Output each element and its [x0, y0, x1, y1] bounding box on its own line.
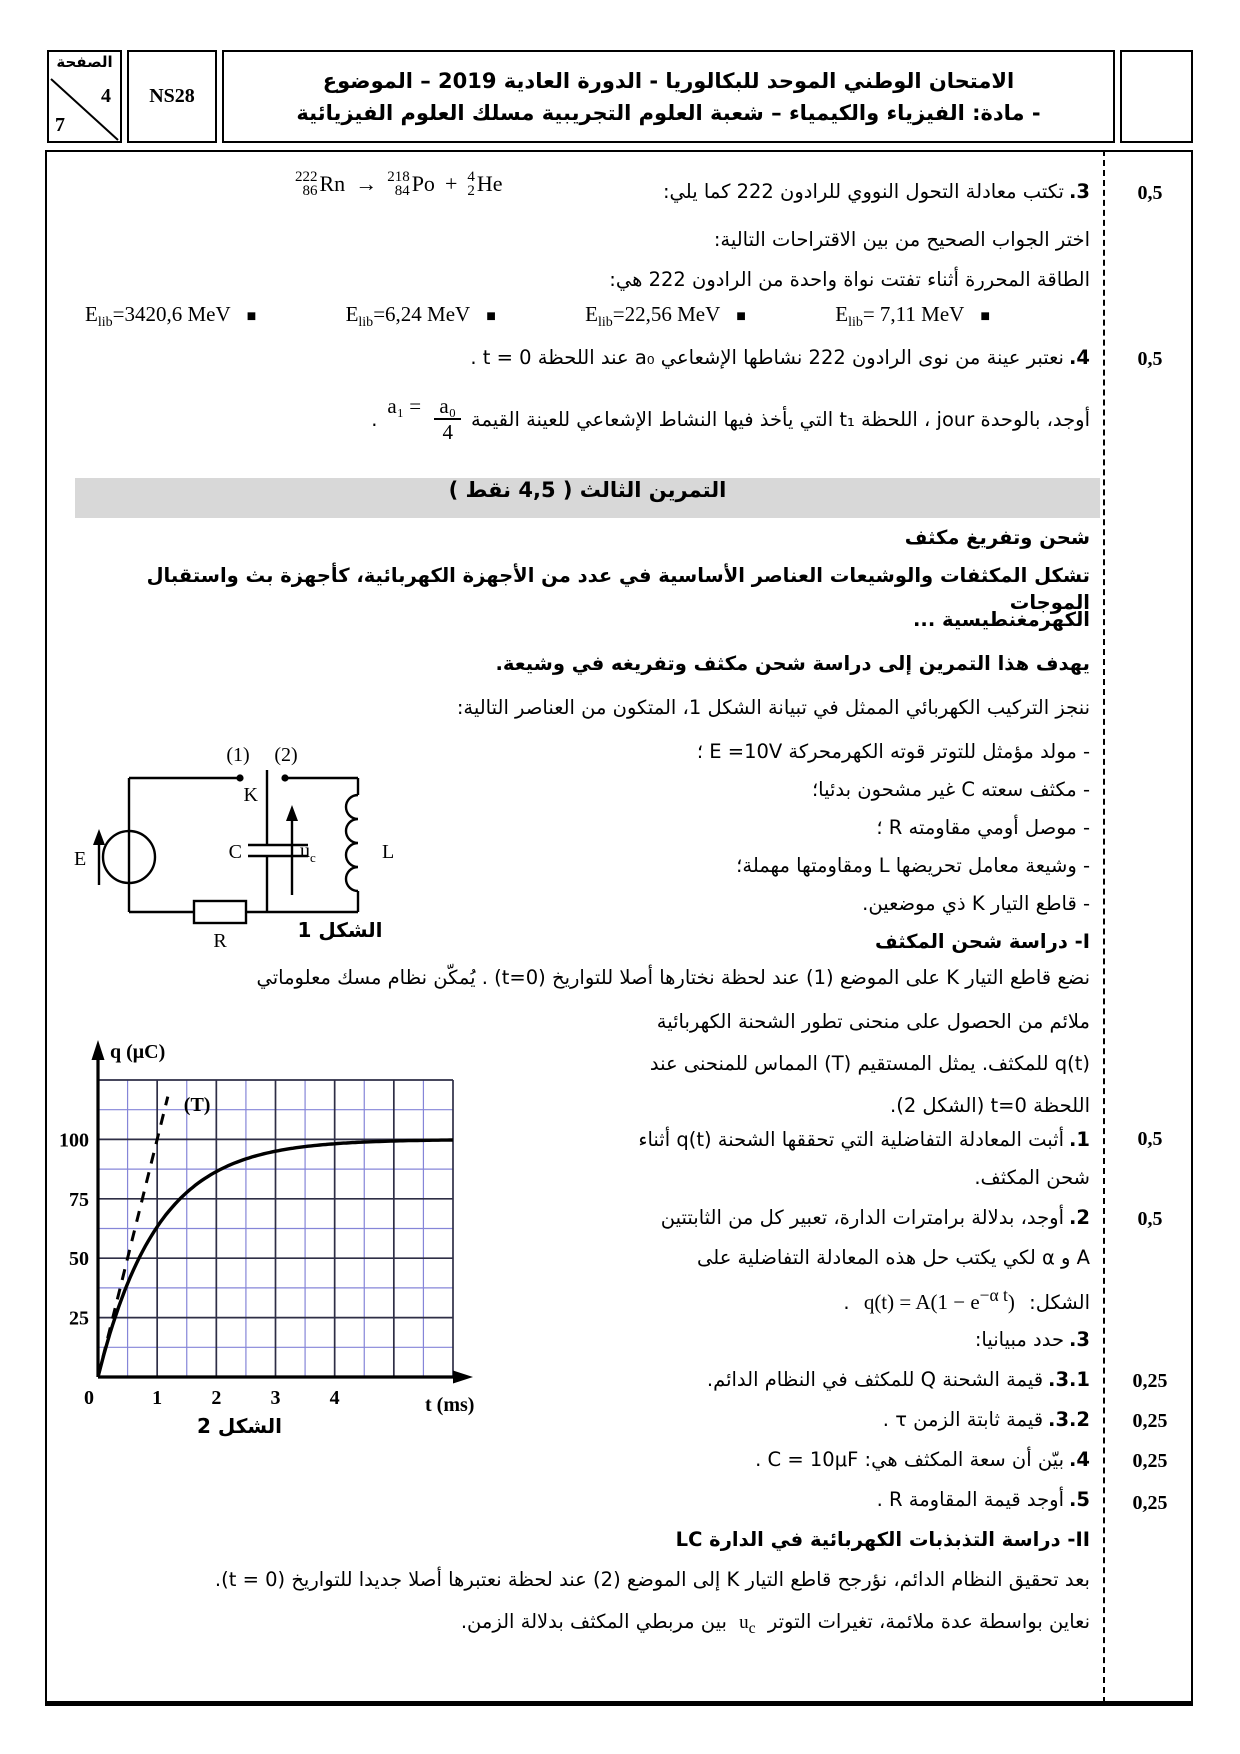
charge-time-chart — [55, 1030, 525, 1430]
bullet-resistor: - موصل أومي مقاومته R ؛ — [876, 816, 1090, 839]
svg-text:4: 4 — [329, 1387, 340, 1409]
marks-divider — [1103, 150, 1105, 1703]
svg-text:75: 75 — [69, 1188, 89, 1211]
figure-2-caption: الشكل 2 — [196, 1414, 283, 1438]
paragraph-3: q(t) للمكثف. يمثل المستقيم (T) المماس للمنحنى عند — [649, 1052, 1090, 1075]
question-4-text: نعتبر عينة من نوى الرادون 222 نشاطها الإشعاعي a₀ عند اللحظة t = 0 . — [470, 346, 1064, 369]
find-text: أوجد، بالوحدة jour ، اللحظة t₁ التي يأخذ فيها النشاط الإشعاعي للعينة القيمة — [471, 407, 1090, 431]
uc-label — [300, 840, 316, 865]
part-2-heading: II- دراسة التذبذبات الكهربائية في الدارة LC — [675, 1528, 1090, 1551]
option-1-checkbox: ■ — [246, 307, 257, 325]
exam-code-box — [127, 50, 217, 143]
contact-1-dot — [236, 774, 243, 781]
option-3-subscript: lib — [597, 315, 613, 331]
ex3-q1-text: أثبت المعادلة التفاضلية التي تحققها الشحنة q(t) أثناء — [638, 1128, 1064, 1151]
radon-symbol: Rn — [319, 171, 346, 196]
ex3-q2-text: أوجد، بدلالة برامترات الدارة، تعبير كل من الثابتتين — [660, 1206, 1064, 1229]
option-1-value: =3420,6 MeV — [112, 302, 231, 326]
inductor-label: L — [382, 841, 395, 863]
ex3-q3-text: حدد مبيانيا: — [974, 1328, 1064, 1351]
option-1-subscript: lib — [97, 315, 113, 331]
uc-base: u — [739, 1612, 749, 1633]
formula-period: . — [843, 1291, 850, 1314]
uc-arrow-icon — [286, 805, 298, 821]
polonium-mass-number: 218 — [387, 169, 410, 185]
page-label: الصفحة — [56, 53, 113, 71]
energy-question-line: الطاقة المحررة أثناء تفتت نواة واحدة من الرادون 222 هي: — [609, 268, 1090, 291]
emf-arrow-icon — [93, 829, 105, 845]
ex3-q3-number: 3. — [1069, 1328, 1090, 1351]
mark-ex3-q4: 0,25 — [1132, 1450, 1168, 1472]
helium-mass-number: 4 — [467, 169, 475, 185]
inductor-coil-icon — [346, 795, 358, 891]
paragraph-1: نضع قاطع التيار K على الموضع (1) عند لحظة نختارها أصلا للتواريخ (t=0) . يُمكّن نظام مسك معلوماتي — [256, 966, 1090, 989]
reaction-arrow: → — [355, 171, 378, 196]
resistor-label: R — [213, 930, 227, 952]
resistor-icon — [194, 901, 246, 923]
option-4-subscript: lib — [848, 315, 863, 331]
paragraph-2: ملائم من الحصول على منحنى تطور الشحنة الكهربائية — [656, 1010, 1090, 1033]
formula-label: الشكل: — [1029, 1291, 1090, 1314]
svg-text:q (μC): q (μC) — [110, 1041, 166, 1063]
mark-q3: 0,5 — [1137, 182, 1163, 204]
charge-formula — [864, 1282, 1015, 1316]
mark-ex3-q2: 0,5 — [1137, 1208, 1163, 1230]
uc-voltage-symbol — [739, 1609, 756, 1642]
ex3-q5-number: 5. — [1069, 1488, 1090, 1511]
paragraph-6-post: بين مربطي المكثف بدلالة الزمن. — [460, 1610, 727, 1633]
title-box — [222, 50, 1115, 143]
circuit-diagram — [60, 745, 460, 960]
ex3-q31-number: 3.1. — [1048, 1368, 1090, 1391]
emf-label: E — [74, 848, 87, 870]
formula-exponent: −α t — [979, 1285, 1008, 1305]
nuclide-radon — [295, 170, 345, 198]
option-1-symbol: E — [85, 302, 98, 326]
uc-subscript: c — [748, 1619, 756, 1637]
mark-ex3-q32: 0,25 — [1132, 1410, 1168, 1432]
page-number-box — [47, 50, 122, 143]
setup-line: ننجز التركيب الكهربائي الممثل في تبيانة الشكل 1، المتكون من العناصر التالية: — [456, 696, 1090, 719]
fraction-lhs: a₁ = — [387, 394, 422, 418]
svg-text:t (ms): t (ms) — [425, 1394, 475, 1416]
option-3-symbol: E — [585, 302, 598, 326]
formula-base: q(t) = A(1 − e — [863, 1290, 980, 1314]
exam-title-line2: - مادة: الفيزياء والكيمياء – شعبة العلوم التجريبية مسلك العلوم الفيزيائية — [296, 100, 1041, 125]
figure-1-caption: الشكل 1 — [297, 918, 383, 942]
header-empty-box — [1120, 50, 1193, 143]
choose-answer-line: اختر الجواب الصحيح من بين الاقتراحات التالية: — [713, 228, 1090, 251]
option-2-subscript: lib — [358, 315, 374, 331]
ex3-question-1-cont: شحن المكثف. — [974, 1166, 1090, 1189]
contact-2-dot — [281, 774, 288, 781]
exam-code: NS28 — [149, 85, 195, 107]
bullet-coil: - وشيعة معامل تحريضها L ومقاومتها مهملة؛ — [736, 854, 1090, 877]
ex3-q5-text: أوجد قيمة المقاومة R . — [876, 1488, 1064, 1511]
ex3-question-4 — [525, 1446, 1090, 1473]
option-2 — [346, 302, 496, 331]
option-2-symbol: E — [345, 302, 359, 326]
svg-text:2: 2 — [211, 1387, 222, 1409]
question-3-text: تكتب معادلة التحول النووي للرادون 222 كما يلي: — [662, 180, 1064, 203]
answer-options-row — [85, 302, 990, 331]
option-2-checkbox: ■ — [486, 307, 496, 325]
mark-ex3-q5: 0,25 — [1132, 1492, 1168, 1514]
part-1-heading: I- دراسة شحن المكثف — [874, 930, 1090, 953]
ex3-q32-number: 3.2. — [1048, 1408, 1090, 1431]
contact-1-label: (1) — [226, 745, 250, 766]
exercise-3-banner: التمرين الثالث ( 4,5 نقط ) — [75, 478, 1100, 518]
activity-fraction — [387, 394, 461, 444]
question-4-find-line — [60, 388, 1090, 450]
mark-q4: 0,5 — [1137, 348, 1163, 370]
nuclide-helium — [467, 170, 502, 198]
helium-atomic-number: 2 — [467, 183, 475, 199]
intro-line-1: تشكل المكثفات والوشيعات العناصر الأساسية في عدد من الأجهزة الكهربائية، كأجهزة بث واستقبال الموجات — [146, 564, 1090, 614]
ex3-question-3-heading — [525, 1326, 1090, 1353]
exercise-3-subtitle: شحن وتفريغ مكثف — [904, 526, 1090, 549]
mark-ex3-q31: 0,25 — [1132, 1370, 1168, 1392]
page-current: 4 — [101, 85, 111, 107]
nuclide-polonium — [387, 170, 435, 198]
paragraph-4: اللحظة t=0 (الشكل 2). — [890, 1094, 1090, 1117]
radon-mass-number: 222 — [295, 169, 318, 185]
switch-label: K — [243, 784, 258, 806]
ex3-q31-text: قيمة الشحنة Q للمكثف في النظام الدائم. — [706, 1368, 1044, 1391]
page-total: 7 — [55, 114, 65, 136]
ex3-q32-text: قيمة ثابتة الزمن τ . — [882, 1408, 1044, 1431]
radon-atomic-number: 86 — [302, 183, 318, 199]
option-4-value: = 7,11 MeV — [862, 302, 965, 326]
svg-text:50: 50 — [69, 1248, 89, 1271]
ex3-question-5 — [525, 1486, 1090, 1513]
question-4-number: 4. — [1069, 346, 1090, 369]
svg-text:25: 25 — [69, 1307, 89, 1330]
ex3-question-2-formula-line — [525, 1282, 1090, 1316]
plus-sign: + — [444, 171, 458, 196]
svg-text:0: 0 — [84, 1387, 94, 1409]
option-3 — [585, 302, 746, 331]
mark-ex3-q1: 0,5 — [1137, 1128, 1163, 1150]
goal-line: يهدف هذا التمرين إلى دراسة شحن مكثف وتفريغه في وشيعة. — [495, 652, 1090, 675]
ex3-q2-number: 2. — [1069, 1206, 1090, 1229]
helium-symbol: He — [476, 171, 503, 196]
ex3-q4-text: بيّن أن سعة المكثف هي: C = 10μF . — [755, 1448, 1064, 1471]
svg-text:3: 3 — [270, 1387, 281, 1409]
option-3-checkbox: ■ — [736, 307, 746, 325]
paragraph-6-pre: نعاين بواسطة عدة ملائمة، تغيرات التوتر — [767, 1610, 1090, 1633]
option-1 — [85, 302, 256, 331]
paragraph-6 — [60, 1608, 1090, 1642]
question-4-line — [60, 344, 1090, 371]
exam-title-line1: الامتحان الوطني الموحد للبكالوريا - الدورة العادية 2019 – الموضوع — [322, 68, 1015, 93]
paragraph-5: بعد تحقيق النظام الدائم، نؤرجح قاطع التيار K إلى الموضع (2) عند لحظة نعتبرها أصلا جديدا للتواريخ (t = 0). — [214, 1568, 1090, 1591]
svg-text:(T): (T) — [183, 1093, 211, 1116]
contact-2-label: (2) — [274, 745, 298, 766]
option-4 — [835, 302, 990, 331]
formula-close: ) — [1007, 1290, 1015, 1314]
ex3-question-31 — [525, 1366, 1090, 1393]
svg-text:100: 100 — [59, 1129, 89, 1152]
ex3-question-1 — [525, 1126, 1090, 1153]
uc-label-sub: c — [310, 850, 316, 865]
bullet-generator: - مولد مؤمثل للتوتر قوته الكهرمحركة E =10V ؛ — [696, 740, 1090, 763]
fraction-numerator: a₀ — [434, 394, 461, 420]
ex3-question-32 — [525, 1406, 1090, 1433]
bullet-capacitor: - مكثف سعته C غير مشحون بدئيا؛ — [811, 778, 1090, 801]
svg-text:1: 1 — [152, 1387, 163, 1409]
capacitor-label: C — [228, 841, 242, 863]
question-3-number: 3. — [1069, 180, 1090, 203]
ex3-question-2 — [525, 1204, 1090, 1231]
ex3-q1-number: 1. — [1069, 1128, 1090, 1151]
uc-label-base: u — [300, 840, 310, 862]
nuclear-equation — [295, 170, 503, 198]
ex3-question-2-line2: A و α لكي يكتب حل هذه المعادلة التفاضلية على — [697, 1246, 1090, 1269]
question-3-line — [60, 178, 1090, 205]
option-2-value: =6,24 MeV — [373, 302, 471, 326]
polonium-atomic-number: 84 — [394, 183, 410, 199]
bullet-switch: - قاطع التيار K ذي موضعين. — [862, 892, 1090, 915]
option-4-checkbox: ■ — [980, 307, 990, 325]
intro-line-2: الكهرمغنطيسية ... — [913, 608, 1090, 631]
sentence-period: . — [371, 407, 378, 431]
option-3-value: =22,56 MeV — [612, 302, 721, 326]
fraction-denominator: 4 — [442, 420, 453, 444]
ex3-q4-number: 4. — [1069, 1448, 1090, 1471]
polonium-symbol: Po — [411, 171, 435, 196]
option-4-symbol: E — [835, 302, 849, 326]
